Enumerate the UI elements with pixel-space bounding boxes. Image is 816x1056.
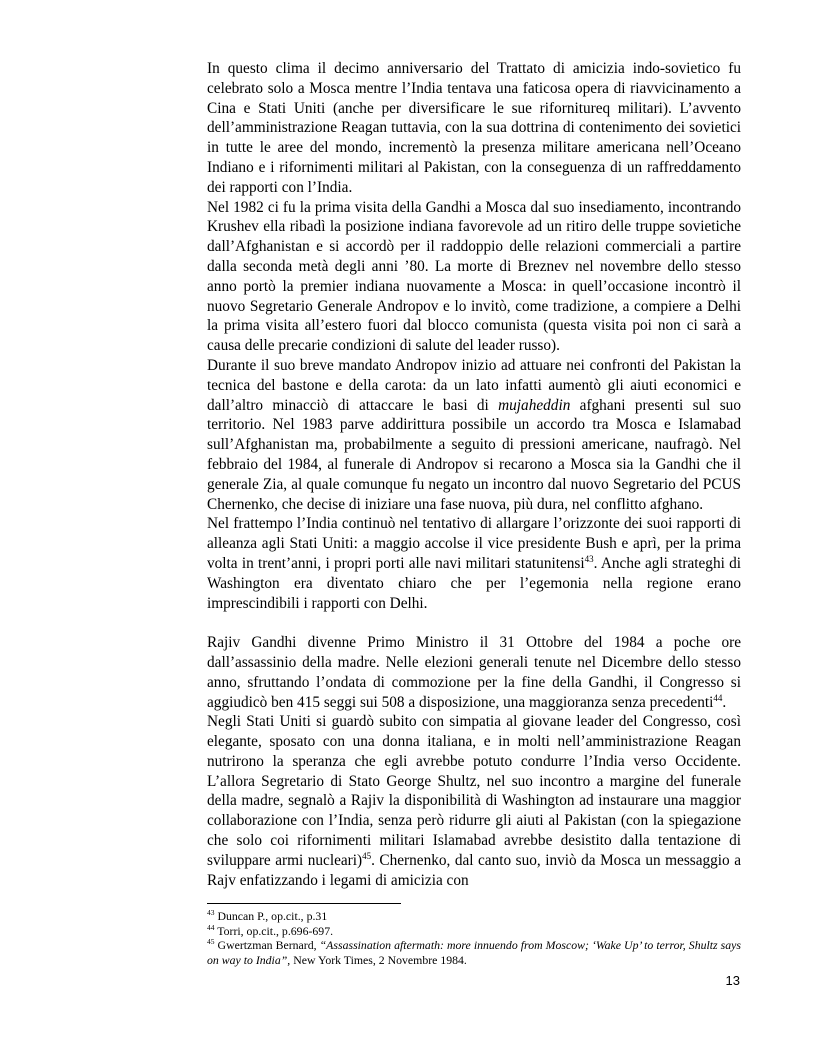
paragraph-5: Rajiv Gandhi divenne Primo Ministro il 31 Ottobre del 1984 a poche ore dall’assassinio della madre. Nelle elezioni generali tenute nel Dicembre dello stesso anno, sfruttando l’ondata di commozione per la fine della Gandhi, il Congresso si aggiudicò ben 415 seggi sui 508 a disposizione, una maggioranza senza precedenti$^{44}$. (207, 634, 741, 711)
page-number: 13 (725, 973, 740, 988)
footnote-ref-45: 45 (362, 850, 372, 861)
footnote-45: $^{45}$ Gwertzman Bernard, “Assassination aftermath: more innuendo from Moscow; ‘Wake Up’ to terror, Shultz says on way to India”, New York Times, 2 Novembre 1984. (207, 937, 742, 967)
footnote-ref-44: 44 (713, 692, 723, 703)
paragraph-6: Negli Stati Uniti si guardò subito con simpatia al giovane leader del Congresso, così elegante, sposato con una donna italiana, e in molti nell’amministrazione Reagan nutrirono la speranza che egli avrebbe potuto condurre l’India verso Occidente. L’allora Segretario di Stato George Shultz, nel suo incontro a margine del funerale della madre, segnalò a Rajiv la disponibilità di Washington ad instaurare una maggior collaborazione con l’India, senza però ridurre gli aiuti al Pakistan (con la spiegazione che solo coi rifornimenti militari Islamabad avrebbe desistito dalla tentazione di sviluppare armi nucleari)$^{45}$. Chernenko, dal canto suo, inviò da Mosca un messaggio a Rajv enfatizzando i legami di amicizia con (207, 713, 741, 889)
article-title: “Assassination aftermath: more innuendo from Moscow; ‘Wake Up’ to terror, Shultz says on way to India” (207, 938, 742, 967)
footnote-ref-43: 43 (584, 553, 594, 564)
paragraph-2: Nel 1982 ci fu la prima visita della Gandhi a Mosca dal suo insediamento, incontrando Krushev ella ribadì la posizione indiana favorevole ad un ritiro delle truppe sovietiche dall’Afghanistan e si accordò per il raddoppio delle relazioni commerciali a partire dalla seconda metà degli anni ’80. La morte di Breznev nel novembre dello stesso anno portò la premier indiana nuovamente a Mosca: in quell’occasione incontrò il nuovo Segretario Generale Andropov e lo invitò, come tradizione, a compiere a Delhi la prima visita all’estero fuori dal blocco comunista (questa visita poi non ci sarà a causa delle precarie condizioni di salute del leader russo). (207, 198, 741, 355)
italic-term: mujaheddin (498, 396, 571, 414)
paragraph-spacer (207, 613, 741, 633)
paragraph-3: Durante il suo breve mandato Andropov inizio ad attuare nei confronti del Pakistan la tecnica del bastone e della carota: da un lato infatti aumentò gli aiuti economici e dall’altro minacciò di attaccare le basi di mujaheddin afghani presenti sul suo territorio. Nel 1983 parve addirittura possibile un accordo tra Mosca e Islamabad sull’Afghanistan ma, probabilmente a seguito di pressioni americane, naufragò. Nel febbraio del 1984, al funerale di Andropov si recarono a Mosca sia la Gandhi che il generale Zia, al quale comunque fu negato un incontro dal nuovo Segretario del PCUS Chernenko, che decise di iniziare una fase nuova, più dura, nel conflitto afghano. (207, 356, 741, 513)
footnote-43: $^{43}$ Duncan P., op.cit., p.31 (207, 908, 328, 923)
footnote-44: $^{44}$ Torri, op.cit., p.696-697. (207, 922, 334, 938)
footnotes (207, 909, 741, 967)
footnote-separator (207, 903, 401, 904)
paragraph-1: In questo clima il decimo anniversario del Trattato di amicizia indo-sovietico fu celebrato solo a Mosca mentre l’India tentava una faticosa opera di riavvicinamento a Cina e Stati Uniti (anche per diversificare le sue rifornitureq militari). L’avvento dell’amministrazione Reagan tuttavia, con la sua dottrina di contenimento dei sovietici in tutte le aree del mondo, incrementò la presenza militare americana nell’Oceano Indiano e i rifornimenti militari al Pakistan, con la conseguenza di un raffreddamento dei rapporti con l’India. (207, 60, 741, 196)
paragraph-4: Nel frattempo l’India continuò nel tentativo di allargare l’orizzonte dei suoi rapporti di alleanza agli Stati Uniti: a maggio accolse il vice presidente Bush e aprì, per la prima volta in trent’anni, i propri porti alle navi militari statunitensi$^{43}$. Anche agli strateghi di Washington era diventato chiaro che per l’egemonia nella regione erano imprescindibili i rapporti con Delhi. (207, 515, 741, 612)
body-text (207, 59, 741, 890)
